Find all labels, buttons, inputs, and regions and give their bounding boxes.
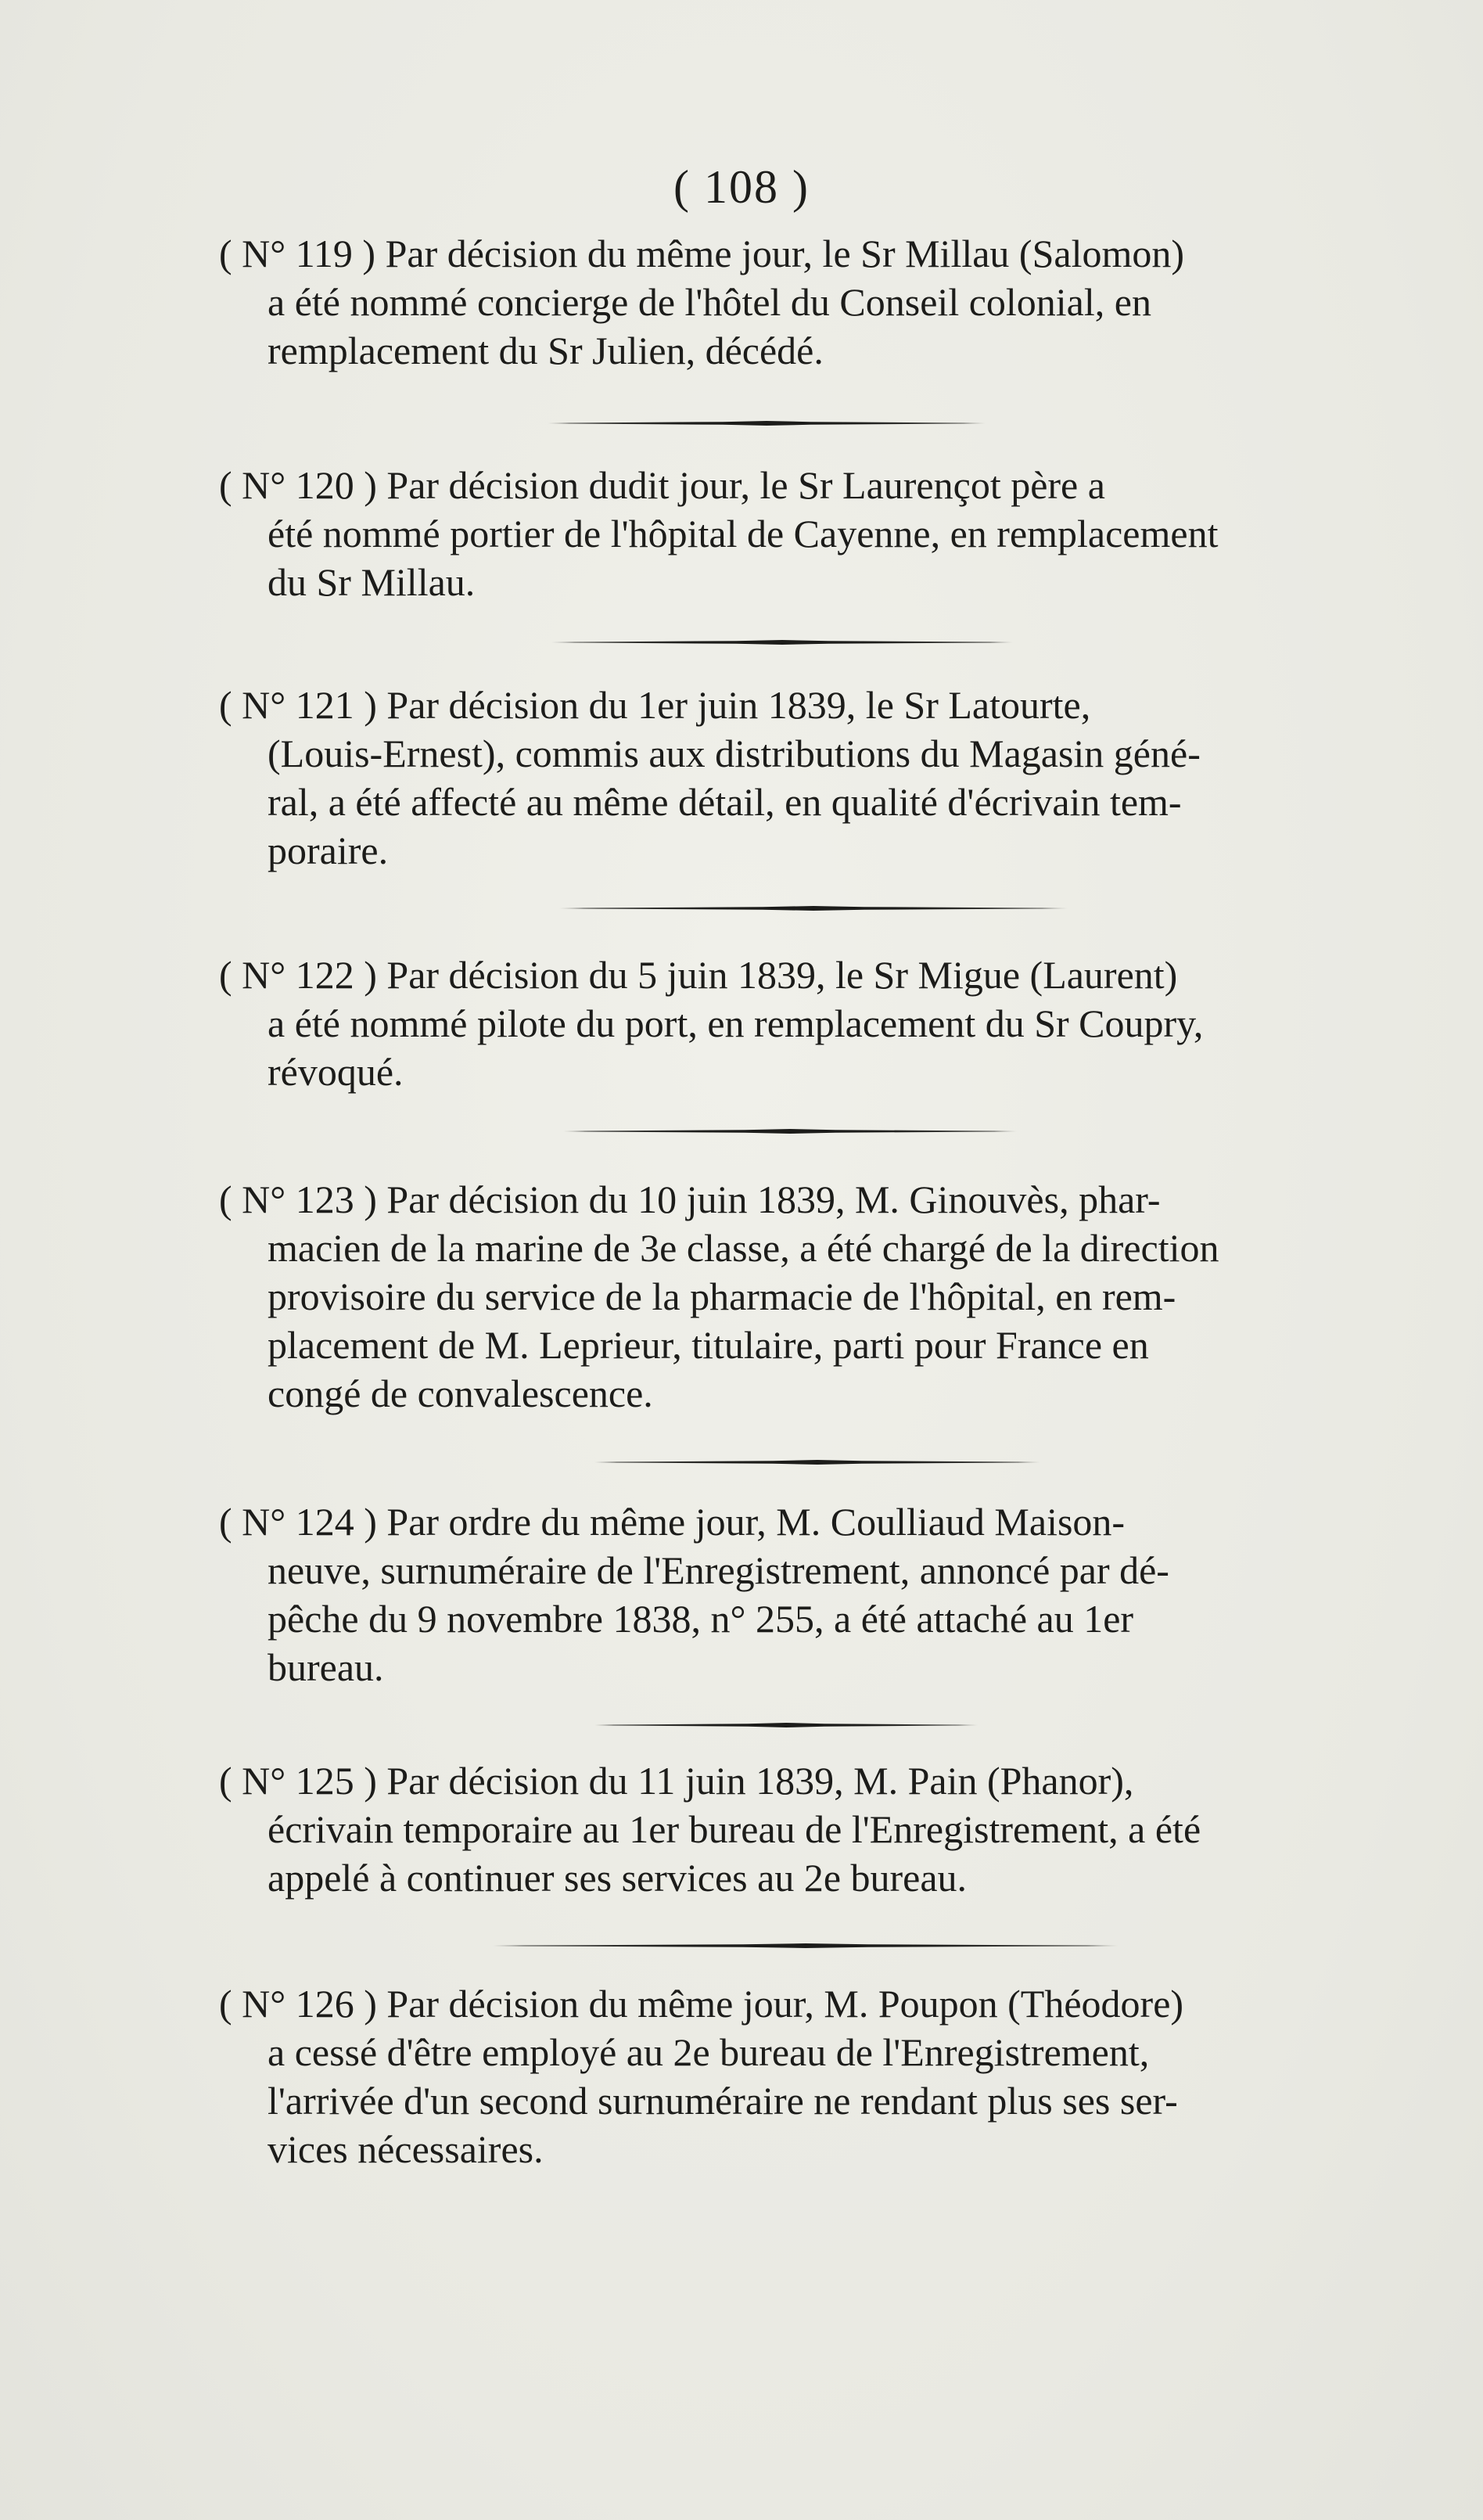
entry-122 [219, 951, 1402, 1096]
entry-122-line-3: révoqué. [268, 1050, 404, 1094]
entry-123-line-3: provisoire du service de la pharmacie de l'hôpital, en rem- [268, 1274, 1176, 1318]
entry-123-line-2: macien de la marine de 3e classe, a été chargé de la direction [268, 1226, 1219, 1270]
entry-number: ( N° 124 ) [219, 1500, 377, 1544]
entry-number: ( N° 125 ) [219, 1759, 377, 1803]
entry-123-line-1: ( N° 123 ) Par décision du 10 juin 1839, M. Ginouvès, phar- [219, 1177, 1161, 1221]
entry-126-line-1: ( N° 126 ) Par décision du même jour, M. Poupon (Théodore) [219, 1982, 1184, 2026]
entry-126-line-3: l'arrivée d'un second surnuméraire ne rendant plus ses ser- [268, 2079, 1178, 2123]
separator-rule [563, 1129, 1017, 1134]
entry-120 [219, 461, 1402, 606]
entry-119 [219, 229, 1402, 375]
entry-number: ( N° 122 ) [219, 953, 377, 997]
separator-rule [594, 1723, 978, 1727]
entry-124 [219, 1497, 1402, 1691]
entry-119-line-1: ( N° 119 ) Par décision du même jour, le Sr Millau (Salomon) [219, 232, 1184, 275]
separator-rule [548, 421, 986, 426]
entry-124-line-1: ( N° 124 ) Par ordre du même jour, M. Coulliaud Maison- [219, 1500, 1126, 1544]
entry-125-line-3: appelé à continuer ses services au 2e bureau. [268, 1856, 968, 1900]
separator-rule [594, 1460, 1040, 1465]
entry-number: ( N° 121 ) [219, 683, 377, 727]
entry-122-line-2: a été nommé pilote du port, en remplacement du Sr Coupry, [268, 1001, 1204, 1045]
entry-120-line-2: été nommé portier de l'hôpital de Cayenne, en remplacement [268, 512, 1219, 555]
entry-121-line-4: poraire. [268, 829, 389, 872]
entry-126 [219, 1979, 1402, 2173]
entry-119-line-3: remplacement du Sr Julien, décédé. [268, 329, 824, 372]
separator-rule [559, 906, 1068, 911]
entry-126-line-4: vices nécessaires. [268, 2127, 544, 2171]
entry-125-line-1: ( N° 125 ) Par décision du 11 juin 1839, M. Pain (Phanor), [219, 1759, 1134, 1803]
entry-123-line-5: congé de convalescence. [268, 1371, 653, 1415]
entry-number: ( N° 126 ) [219, 1982, 377, 2026]
entry-122-line-1: ( N° 122 ) Par décision du 5 juin 1839, le Sr Migue (Laurent) [219, 953, 1178, 997]
entry-121-line-1: ( N° 121 ) Par décision du 1er juin 1839, le Sr Latourte, [219, 683, 1091, 727]
page-number: ( 108 ) [673, 161, 810, 213]
entry-126-line-2: a cessé d'être employé au 2e bureau de l'Enregistrement, [268, 2030, 1150, 2074]
entry-121-line-2: (Louis-Ernest), commis aux distributions du Magasin géné- [268, 732, 1201, 775]
separator-rule [551, 640, 1013, 645]
entry-124-line-3: pêche du 9 novembre 1838, n° 255, a été attaché au 1er [268, 1597, 1134, 1641]
entry-number: ( N° 120 ) [219, 463, 377, 507]
entry-123-line-4: placement de M. Leprieur, titulaire, parti pour France en [268, 1323, 1149, 1367]
entry-number: ( N° 123 ) [219, 1177, 377, 1221]
entry-121-line-3: ral, a été affecté au même détail, en qualité d'écrivain tem- [268, 780, 1182, 824]
entry-120-line-1: ( N° 120 ) Par décision dudit jour, le Sr Laurençot père a [219, 463, 1105, 507]
entry-125 [219, 1756, 1402, 1902]
entry-125-line-2: écrivain temporaire au 1er bureau de l'Enregistrement, a été [268, 1807, 1201, 1851]
separator-rule [493, 1943, 1119, 1948]
entry-124-line-4: bureau. [268, 1645, 384, 1689]
entry-123 [219, 1175, 1402, 1418]
entry-number: ( N° 119 ) [219, 232, 376, 275]
entry-120-line-3: du Sr Millau. [268, 560, 476, 604]
entry-121 [219, 681, 1402, 875]
entry-119-line-2: a été nommé concierge de l'hôtel du Conseil colonial, en [268, 280, 1151, 324]
entry-124-line-2: neuve, surnuméraire de l'Enregistrement, annoncé par dé- [268, 1548, 1169, 1592]
